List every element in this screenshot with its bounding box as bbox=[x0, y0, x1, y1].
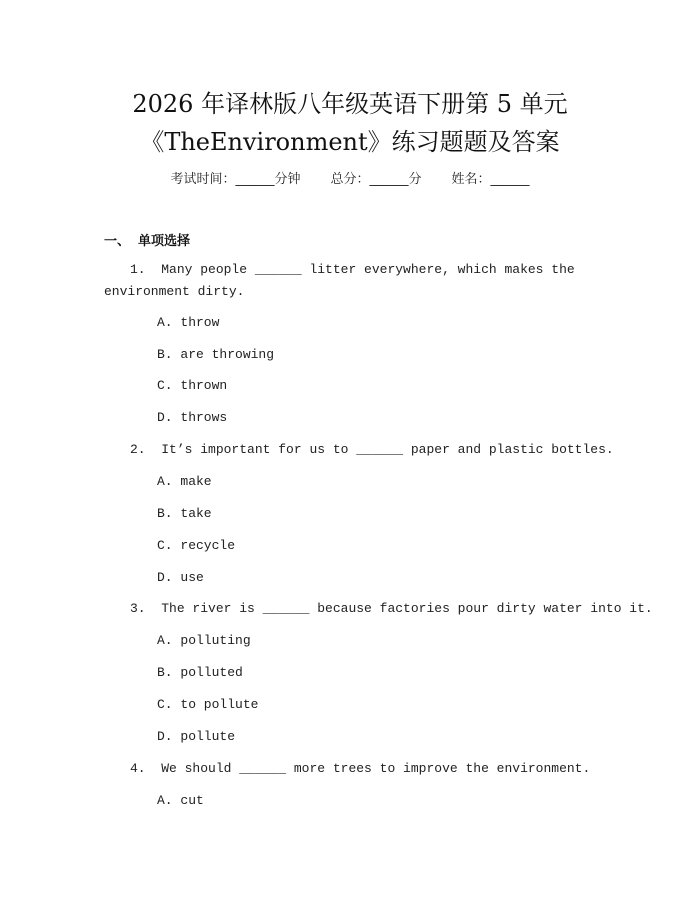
question-number: 4. bbox=[130, 761, 146, 776]
question-2-option-a: A. make bbox=[157, 474, 212, 489]
question-text: The river is ______ because factories pour dirty water into it. bbox=[161, 601, 653, 616]
question-text: We should ______ more trees to improve the environment. bbox=[161, 761, 591, 776]
question-1-option-a: A. throw bbox=[157, 315, 220, 330]
question-4-option-a: A. cut bbox=[157, 793, 204, 808]
question-1-option-c: C. thrown bbox=[157, 378, 228, 393]
title-line-1: 2026 年译林版八年级英语下册第 5 单元 bbox=[132, 90, 568, 118]
question-3-option-d: D. pollute bbox=[157, 729, 236, 744]
question-1-option-b: B. are throwing bbox=[157, 347, 275, 362]
exam-student-name: 姓名：______ bbox=[451, 172, 530, 187]
question-3-option-a: A. polluting bbox=[157, 633, 251, 648]
exam-info bbox=[0, 168, 700, 187]
question-text: Many people ______ litter everywhere, which makes the bbox=[161, 262, 575, 277]
question-2-option-b: B. take bbox=[157, 506, 212, 521]
title-line-2: 《TheEnvironment》练习题题及答案 bbox=[140, 128, 560, 156]
question-1-line-2: environment dirty. bbox=[104, 284, 245, 299]
section-number: 一、 bbox=[104, 234, 131, 249]
question-1 bbox=[104, 262, 575, 277]
question-1-option-d: D. throws bbox=[157, 410, 228, 425]
question-2-option-c: C. recycle bbox=[157, 538, 236, 553]
question-3-option-b: B. polluted bbox=[157, 665, 243, 680]
exam-total-score: 总分：______分 bbox=[330, 172, 422, 187]
question-4 bbox=[104, 761, 590, 776]
question-2-option-d: D. use bbox=[157, 570, 204, 585]
exam-time: 考试时间：______分钟 bbox=[170, 172, 301, 187]
section-heading bbox=[104, 230, 190, 249]
question-3-option-c: C. to pollute bbox=[157, 697, 259, 712]
question-2 bbox=[104, 442, 614, 457]
question-number: 1. bbox=[130, 262, 146, 277]
question-text: It’s important for us to ______ paper and plastic bottles. bbox=[161, 442, 614, 457]
question-3 bbox=[104, 601, 653, 616]
question-number: 3. bbox=[130, 601, 146, 616]
section-title: 单项选择 bbox=[138, 234, 191, 249]
question-number: 2. bbox=[130, 442, 146, 457]
